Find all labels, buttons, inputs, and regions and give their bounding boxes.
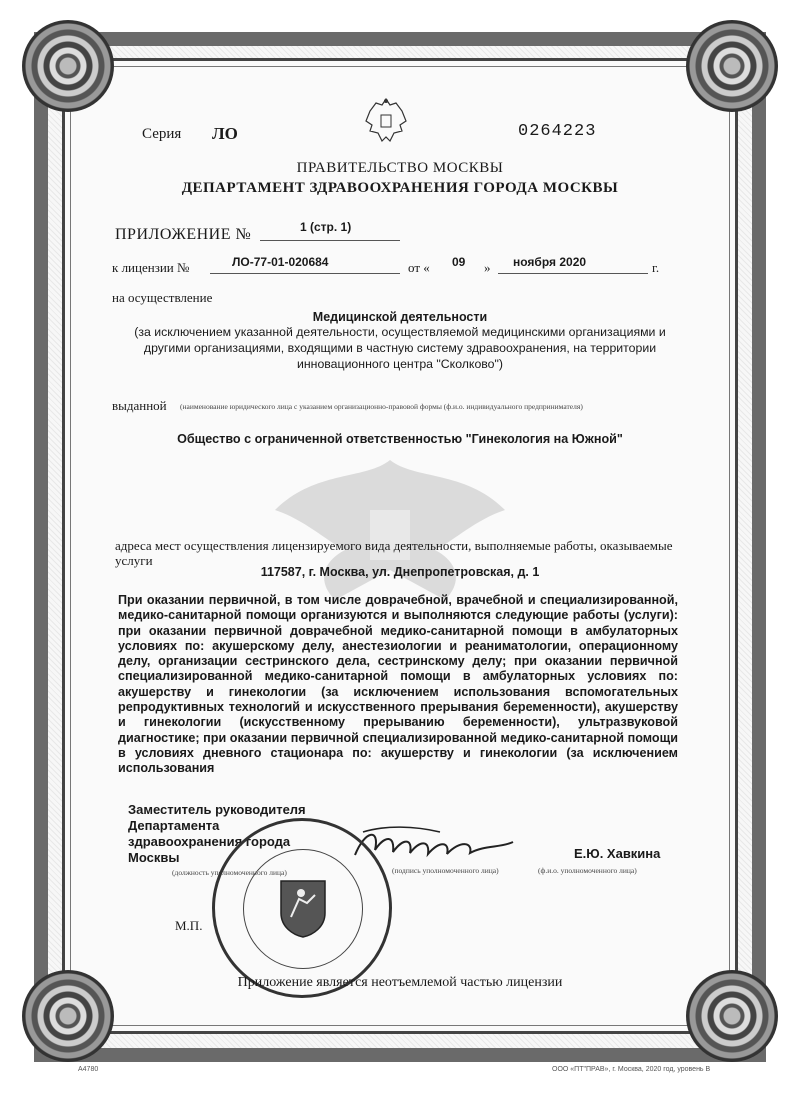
name-hint: (ф.и.о. уполномоченного лица) — [538, 866, 637, 875]
issued-hint: (наименование юридического лица с указанием организационно-правовой формы (ф.и.о. индивидуального предпринимателя) — [180, 402, 583, 411]
license-prefix: к лицензии № — [112, 260, 190, 275]
appendix-underline — [260, 240, 400, 241]
position-line-3: здравоохранения города — [128, 834, 291, 849]
position-line-2: Департамента — [128, 818, 220, 833]
issued-label: выданной — [112, 398, 167, 413]
activity-label: на осуществление — [112, 290, 213, 305]
organization-name: Общество с ограниченной ответственностью "Гинекология на Южной" — [177, 432, 623, 446]
signature-hint: (подпись уполномоченного лица) — [392, 866, 499, 875]
date-month-year: ноября 2020 — [513, 255, 587, 269]
position-line-1: Заместитель руководителя — [128, 802, 306, 817]
position-line-4: Москвы — [128, 850, 180, 865]
printer-info: ООО «ПТ"ПРАВ», г. Москва, 2020 год, уровень В — [552, 1066, 711, 1073]
department-title: ДЕПАРТАМЕНТ ЗДРАВООХРАНЕНИЯ ГОРОДА МОСКВЫ — [181, 180, 619, 196]
signatory-name: Е.Ю. Хавкина — [574, 846, 661, 861]
date-year-suffix: г. — [652, 260, 660, 275]
seal-place-label: М.П. — [175, 918, 203, 933]
moscow-coat-of-arms-icon — [277, 877, 329, 939]
form-code: A4780 — [78, 1066, 99, 1073]
official-seal — [212, 818, 392, 998]
activity-title: Медицинской деятельности — [312, 310, 488, 324]
appendix-value: 1 (стр. 1) — [300, 220, 352, 234]
position-hint: (должность уполномоченного лица) — [172, 868, 287, 877]
series-label: Серия — [142, 126, 182, 142]
footer-note: Приложение является неотъемлемой частью лицензии — [237, 975, 563, 990]
license-form-number: 0264223 — [518, 122, 597, 141]
date-underline — [498, 273, 648, 274]
services-text: При оказании первичной, в том числе доврачебной, врачебной и специализированной, медико-санитарной помощи организуются и выполняются следующие работы (услуги): при оказании первичной доврачебной медико-санитарной помощи в амбулаторных условиях по: акушерскому делу, анестезиологии и реаниматологии, операционному делу, организации сестринского дела, сестринскому делу; при оказании первичной специализированной медико-санитарной помощи в амбулаторных условиях по: акушерству и гинекологии (за исключением использования вспомогательных репродуктивных технологий и искусственного прерывания беременности), акушерству и гинекологии (искусственному прерыванию беременности), ультразвуковой диагностике; при оказании первичной специализированной медико-санитарной помощи в условиях дневного стационара по: акушерству и гинекологии (за исключением использования — [118, 593, 678, 776]
date-day: 09 — [452, 255, 466, 269]
date-from-label: от « — [408, 260, 430, 275]
government-title: ПРАВИТЕЛЬСТВО МОСКВЫ — [296, 160, 504, 176]
license-number: ЛО-77-01-020684 — [232, 255, 329, 269]
coat-of-arms-icon — [362, 95, 410, 145]
address-label: адреса мест осуществления лицензируемого вида деятельности, выполняемые работы, оказываемые услуги — [115, 538, 673, 568]
date-day-close: » — [484, 260, 491, 275]
activity-description: (за исключением указанной деятельности, осуществляемой медицинскими организациями и другими организациями, входящими в частную систему здравоохранения, на территории инновационного центра "Сколково") — [134, 325, 666, 371]
appendix-label: ПРИЛОЖЕНИЕ № — [115, 226, 252, 243]
rosette-top-left — [22, 20, 114, 112]
eagle-watermark-icon — [255, 440, 525, 610]
series-value: ЛО — [212, 124, 238, 143]
rosette-top-right — [686, 20, 778, 112]
license-number-underline — [210, 273, 400, 274]
address-value: 117587, г. Москва, ул. Днепропетровская, д. 1 — [260, 565, 540, 579]
